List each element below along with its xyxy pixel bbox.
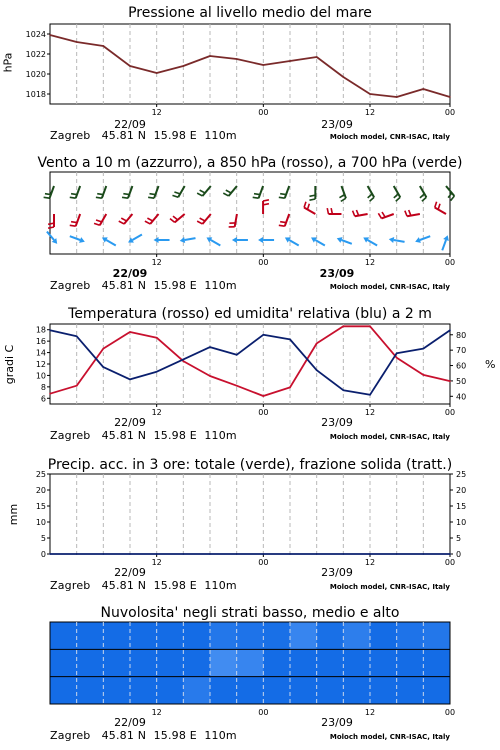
- cloud-cell-alto: [423, 622, 450, 649]
- x-tick-label: 00: [444, 708, 456, 717]
- cloud-cell-medio: [237, 649, 264, 676]
- pressure-ylabel: hPa: [1, 52, 15, 73]
- cloud-cell-alto: [397, 622, 424, 649]
- date-label-23-09: 23/09: [321, 716, 353, 729]
- location-label: Zagreb 45.81 N 15.98 E 110m: [50, 129, 237, 142]
- cloud-cell-alto: [290, 622, 317, 649]
- cloud-cell-basso: [130, 677, 157, 704]
- y-tick-label: 25: [35, 470, 46, 479]
- y-tick-label: 15: [456, 502, 467, 511]
- location-label: Zagreb 45.81 N 15.98 E 110m: [50, 729, 237, 742]
- y-tick-label: 1024: [25, 30, 46, 39]
- date-label-22-09: 22/09: [112, 267, 148, 280]
- cloud-cell-alto: [103, 622, 130, 649]
- cloud-cell-alto: [157, 622, 184, 649]
- temperature-title: Temperatura (rosso) ed umidita' relativa (blu) a 2 m: [68, 306, 432, 322]
- cloud-cell-alto: [237, 622, 264, 649]
- y-tick-label: 50: [456, 376, 467, 386]
- x-tick-label: 12: [364, 108, 376, 117]
- x-tick-label: 12: [151, 258, 162, 267]
- model-label: Moloch model, CNR-ISAC, Italy: [329, 733, 450, 741]
- x-tick-label: 12: [364, 258, 376, 267]
- location-label: Zagreb 45.81 N 15.98 E 110m: [50, 429, 237, 442]
- x-tick-label: 12: [151, 108, 162, 117]
- date-label-22-09: 22/09: [114, 716, 146, 729]
- wind-title: Vento a 10 m (azzurro), a 850 hPa (rosso), a 700 hPa (verde): [37, 155, 463, 171]
- cloud-cell-basso: [370, 677, 397, 704]
- cloud-cell-medio: [290, 649, 317, 676]
- y-tick-label: 15: [35, 502, 46, 511]
- x-tick-label: 00: [444, 558, 456, 567]
- cloud-cell-medio: [263, 649, 290, 676]
- date-label-23-09: 23/09: [321, 566, 353, 579]
- date-label-22-09: 22/09: [114, 566, 146, 579]
- cloud-cell-basso: [263, 677, 290, 704]
- cloud-cell-basso: [103, 677, 130, 704]
- location-label: Zagreb 45.81 N 15.98 E 110m: [50, 579, 237, 592]
- y-tick-label: 25: [456, 470, 467, 479]
- cloud-cell-basso: [237, 677, 264, 704]
- cloud-cell-medio: [317, 649, 344, 676]
- cloud-cell-basso: [423, 677, 450, 704]
- cloud-cell-medio: [103, 649, 130, 676]
- x-tick-label: 12: [151, 708, 162, 717]
- humidity-ylabel: %: [485, 358, 496, 371]
- precipitation-title: Precip. acc. in 3 ore: totale (verde), frazione solida (tratt.): [47, 457, 453, 473]
- date-label-23-09: 23/09: [319, 267, 355, 280]
- y-tick-label: 10: [456, 518, 467, 527]
- location-label: Zagreb 45.81 N 15.98 E 110m: [50, 279, 237, 292]
- y-tick-label: 14: [35, 348, 46, 358]
- cloud-cell-alto: [370, 622, 397, 649]
- y-tick-label: 16: [35, 337, 46, 347]
- y-tick-label: 5: [456, 534, 462, 543]
- cloud-cell-alto: [77, 622, 104, 649]
- precipitation-ylabel: mm: [7, 503, 21, 526]
- x-tick-label: 00: [258, 708, 269, 717]
- cloud-cell-alto: [130, 622, 157, 649]
- cloud-cell-basso: [77, 677, 104, 704]
- model-label: Moloch model, CNR-ISAC, Italy: [329, 433, 450, 441]
- cloud-cell-basso: [290, 677, 317, 704]
- x-tick-label: 12: [364, 558, 376, 567]
- y-tick-label: 0: [40, 550, 46, 559]
- date-label-23-09: 23/09: [321, 416, 353, 429]
- cloud-cell-basso: [343, 677, 370, 704]
- y-tick-label: 10: [35, 371, 46, 381]
- y-tick-label: 20: [35, 486, 46, 495]
- y-tick-label: 10: [35, 518, 46, 527]
- cloud-cell-medio: [397, 649, 424, 676]
- y-tick-label: 18: [35, 325, 46, 335]
- cloud-cell-alto: [183, 622, 210, 649]
- y-tick-label: 1020: [25, 70, 46, 79]
- model-label: Moloch model, CNR-ISAC, Italy: [329, 583, 450, 591]
- cloud-cell-basso: [183, 677, 210, 704]
- cloud-cell-alto: [317, 622, 344, 649]
- cloud-cell-medio: [157, 649, 184, 676]
- y-tick-label: 20: [456, 486, 467, 495]
- x-tick-label: 00: [444, 258, 456, 267]
- x-tick-label: 00: [258, 258, 269, 267]
- x-tick-label: 12: [364, 408, 376, 417]
- cloud-cell-basso: [210, 677, 237, 704]
- y-tick-label: 12: [35, 360, 46, 369]
- cloud-cell-alto: [343, 622, 370, 649]
- y-tick-label: 0: [456, 550, 462, 559]
- cloud-cell-medio: [50, 649, 77, 676]
- y-tick-label: 1018: [25, 90, 46, 99]
- date-label-22-09: 22/09: [114, 118, 146, 131]
- model-label: Moloch model, CNR-ISAC, Italy: [329, 283, 450, 291]
- cloud-cell-medio: [183, 649, 210, 676]
- cloud-cell-basso: [157, 677, 184, 704]
- x-tick-label: 00: [258, 558, 269, 567]
- cloud-title: Nuvolosita' negli strati basso, medio e alto: [100, 605, 400, 621]
- y-tick-label: 40: [456, 392, 467, 402]
- cloud-cell-medio: [210, 649, 237, 676]
- cloud-cell-medio: [77, 649, 104, 676]
- temperature-ylabel: gradi C: [3, 344, 17, 385]
- pressure-title: Pressione al livello medio del mare: [128, 5, 372, 21]
- y-tick-label: 1022: [25, 50, 46, 59]
- cloud-cell-alto: [210, 622, 237, 649]
- y-tick-label: 80: [456, 330, 467, 340]
- x-tick-label: 12: [151, 408, 162, 417]
- date-label-22-09: 22/09: [114, 416, 146, 429]
- y-tick-label: 5: [40, 534, 46, 543]
- x-tick-label: 12: [364, 708, 376, 717]
- cloud-cell-medio: [370, 649, 397, 676]
- date-label-23-09: 23/09: [321, 118, 353, 131]
- y-tick-label: 70: [456, 346, 467, 356]
- y-tick-label: 8: [40, 382, 46, 392]
- cloud-cell-basso: [397, 677, 424, 704]
- cloud-cell-medio: [423, 649, 450, 676]
- cloud-cell-medio: [130, 649, 157, 676]
- cloud-cell-medio: [343, 649, 370, 676]
- x-tick-label: 00: [444, 408, 456, 417]
- x-tick-label: 12: [151, 558, 162, 567]
- x-tick-label: 00: [258, 408, 269, 417]
- cloud-cell-basso: [50, 677, 77, 704]
- cloud-cell-basso: [317, 677, 344, 704]
- y-tick-label: 6: [40, 394, 46, 404]
- model-label: Moloch model, CNR-ISAC, Italy: [329, 133, 450, 141]
- y-tick-label: 60: [456, 361, 467, 371]
- x-tick-label: 00: [258, 108, 269, 117]
- cloud-cell-alto: [50, 622, 77, 649]
- cloud-cell-alto: [263, 622, 290, 649]
- x-tick-label: 00: [444, 108, 456, 117]
